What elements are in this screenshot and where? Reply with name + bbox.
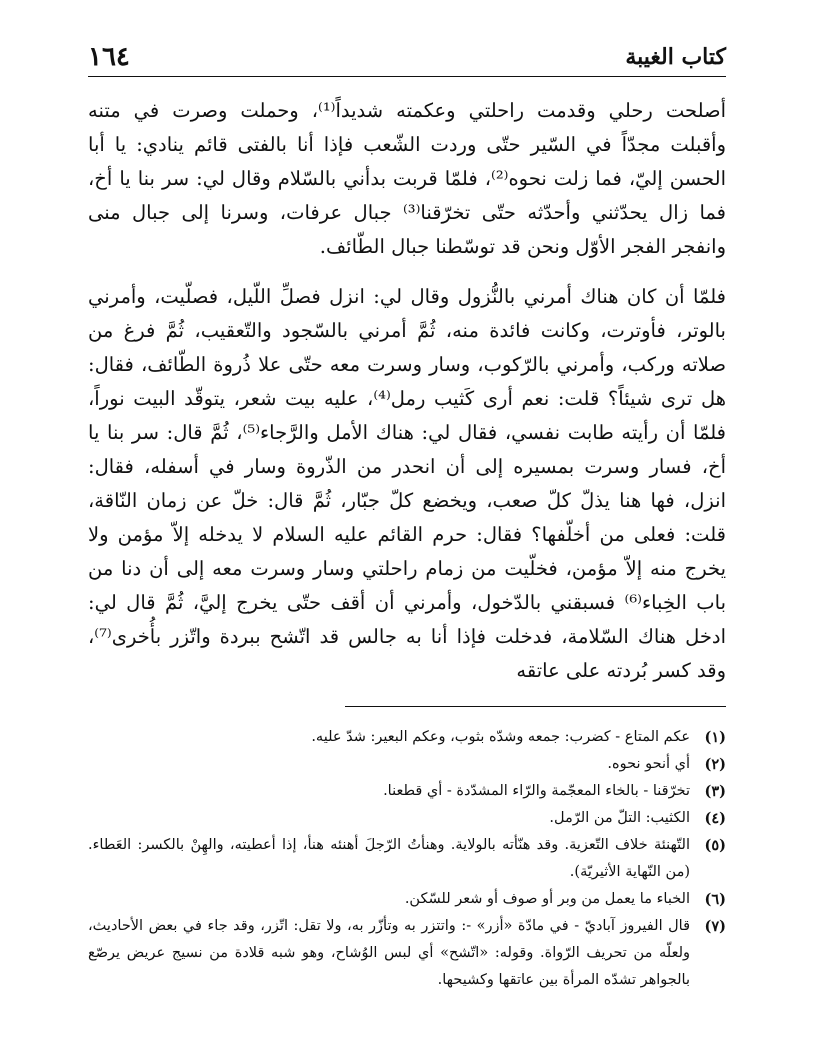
footnote-text: قال الفيروز آباديّ - في مادّة «أزر» -: واتتزر به وتأزّر به، ولا تقل: اتّزر، وقد جاء في بعض الأحاديث، ولعلّه من تحريف الرّواة. وقوله: «اتّشح» أي لبس الوُشاح، وهو شبه قلادة من نسيج عريض يرصّع بالجواهر تشدّه المرأة بين عاتقها وكشيحها. bbox=[88, 918, 690, 988]
footnote-item bbox=[88, 886, 726, 913]
paragraph: فلمّا أن كان هناك أمرني بالنُّزول وقال لي: انزل فصلِّ اللّيل، فصلّيت، وأمرني بالوتر، فأوترت، وكانت فائدة منه، ثُمَّ أمرني بالسّجود والتّعقيب، ثُمَّ فرغ من صلاته وركب، وأمرني بالرّكوب، وسار وسرت معه حتّى علا ذُروة الطّائف، فقال: هل ترى شيئاً؟ قلت: نعم أرى كَثيب رمل⁽⁴⁾، عليه بيت شعر، يتوقّد البيت نوراً، فلمّا أن رأيته طابت نفسي، فقال لي: هناك الأمل والرَّجاء⁽⁵⁾، ثُمَّ قال: سر بنا يا أخ، فسار وسرت بمسيره إلى أن انحدر من الذّروة وسار في أسفله، فقال: انزل، فها هنا يذلّ كلّ صعب، ويخضع كلّ جبّار، ثُمَّ قال: خلّ عن زمان النّاقة، قلت: فعلى من أخلّفها؟ فقال: حرم القائم عليه السلام لا يدخله إلاّ مؤمن ولا يخرج منه إلاّ مؤمن، فخلّيت من زمام راحلتي وسار وسرت معه إلى أن دنا من باب الخِباء⁽⁶⁾ فسبقني بالدّخول، وأمرني أن أقف حتّى يخرج إليَّ، ثُمَّ قال لي: ادخل هناك السّلامة، فدخلت فإذا أنا به جالس قد اتّشح ببردة واتّزر بأُخرى⁽⁷⁾، وقد كسر بُردته على عاتقه bbox=[88, 285, 727, 682]
footnote-text: أي أنحو نحوه. bbox=[607, 756, 690, 772]
footnote-text: الكثيب: التلّ من الرّمل. bbox=[549, 810, 690, 826]
footnote-text: تخرّقنا - بالخاء المعجّمة والرّاء المشدّدة - أي قطعنا. bbox=[383, 783, 690, 799]
footnote-text: عكم المتاع - كضرب: جمعه وشدّه بثوب، وعكم البعير: شدّ عليه. bbox=[311, 729, 690, 745]
paragraph: أصلحت رحلي وقدمت راحلتي وعكمته شديداً⁽¹⁾، وحملت وصرت في متنه وأقبلت مجدّاً في السّير حتّى وردت الشّعب فإذا أنا بالفتى قائم ينادي: يا أبا الحسن إليّ، فما زلت نحوه⁽²⁾، فلمّا قربت بدأني بالسّلام وقال لي: سر بنا يا أخ، فما زال يحدّثني وأحدّثه حتّى تخرّقنا⁽³⁾ جبال عرفات، وسرنا إلى جبال منى وانفجر الفجر الأوّل ونحن قد توسّطنا جبال الطّائف. bbox=[88, 99, 727, 258]
footnote-item bbox=[88, 913, 726, 994]
running-title: كتاب الغيبة bbox=[625, 44, 726, 70]
footnote-number: (٧) bbox=[704, 918, 726, 935]
footnote-text: التّهنئة خلاف التّعزية. وقد هنّأته بالولاية. وهنأتُ الرّجلَ أهنئه هنأ، إذا أعطيته، والهِنْ بالكسر: العَطاء. (من النّهاية الأثيريّة). bbox=[88, 837, 690, 880]
footnote-number: (٤) bbox=[704, 810, 726, 827]
main-text bbox=[88, 94, 726, 688]
footnote-number: (٣) bbox=[704, 783, 726, 800]
footnote-number: (٦) bbox=[704, 891, 726, 908]
footnote-item bbox=[88, 724, 726, 751]
footnote-item bbox=[88, 751, 726, 778]
footnote-item bbox=[88, 832, 726, 886]
footnote-number: (١) bbox=[704, 729, 726, 746]
footnote-item bbox=[88, 805, 726, 832]
footnote-text: الخباء ما يعمل من وبر أو صوف أو شعر للسّكن. bbox=[404, 891, 690, 907]
footnote-number: (٢) bbox=[704, 756, 726, 773]
page-number: ١٦٤ bbox=[88, 42, 130, 72]
page-header bbox=[88, 36, 726, 77]
footnote-item bbox=[88, 778, 726, 805]
footnote-number: (٥) bbox=[704, 837, 726, 854]
footnotes bbox=[88, 724, 726, 994]
footnote-divider bbox=[345, 706, 726, 707]
